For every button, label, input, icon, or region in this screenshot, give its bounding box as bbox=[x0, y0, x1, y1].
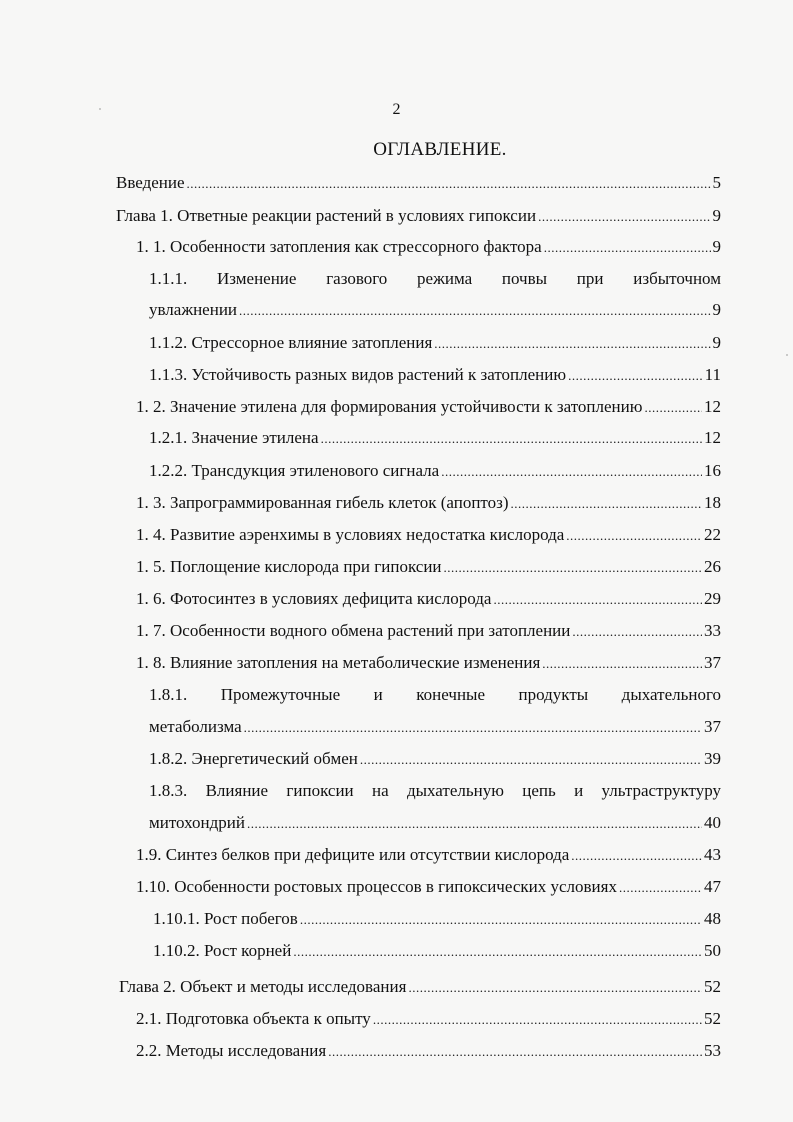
toc-entry-1-2[interactable] bbox=[136, 394, 721, 420]
toc-leader-dots bbox=[542, 651, 702, 677]
toc-leader-dots bbox=[434, 331, 710, 357]
toc-entry-page: 39 bbox=[704, 749, 721, 768]
toc-entry-1-6[interactable] bbox=[136, 586, 721, 612]
toc-entry-label: митохондрий bbox=[149, 813, 245, 832]
toc-leader-dots bbox=[373, 1007, 702, 1033]
toc-entry-page: 29 bbox=[704, 589, 721, 608]
toc-entry-page: 9 bbox=[712, 237, 721, 256]
toc-entry-label: 1.10.2. Рост корней bbox=[153, 941, 292, 960]
page-number: 2 bbox=[392, 101, 401, 118]
toc-entry-2-1[interactable] bbox=[136, 1006, 721, 1032]
toc-entry-label: метаболизма bbox=[149, 717, 242, 736]
toc-entry-1-8-2[interactable] bbox=[149, 746, 721, 772]
toc-leader-dots bbox=[328, 1039, 702, 1065]
toc-entry-label: 1.1.3. Устойчивость разных видов растений к затоплению bbox=[149, 365, 567, 384]
toc-entry-page: 11 bbox=[704, 365, 721, 384]
toc-entry-label: 1. 7. Особенности водного обмена растений при затоплении bbox=[136, 621, 571, 640]
toc-entry-1-9[interactable] bbox=[136, 842, 721, 868]
toc-entry-label: Введение bbox=[116, 173, 185, 192]
toc-entry-1-8[interactable] bbox=[136, 650, 721, 676]
toc-entry-page: 18 bbox=[704, 493, 721, 512]
toc-entry-1-1-1-line-1[interactable] bbox=[149, 266, 721, 292]
toc-leader-dots bbox=[493, 587, 702, 613]
toc-entry-page: 40 bbox=[704, 813, 721, 832]
toc-entry-label: 1.9. Синтез белков при дефиците или отсутствии кислорода bbox=[136, 845, 570, 864]
toc-entry-label: 1.10. Особенности ростовых процессов в гипоксических условиях bbox=[136, 877, 617, 896]
toc-entry-page: 9 bbox=[712, 206, 721, 225]
toc-leader-dots bbox=[568, 363, 703, 389]
toc-entry-page: 50 bbox=[704, 941, 721, 960]
toc-entry-1-1-2[interactable] bbox=[149, 330, 721, 356]
toc-entry-label: 1.1.1. Изменение газового режима почвы при избыточном bbox=[149, 269, 721, 288]
toc-entry-label: 1.8.2. Энергетический обмен bbox=[149, 749, 358, 768]
toc-entry-page: 47 bbox=[704, 877, 721, 896]
toc-entry-1-1[interactable] bbox=[136, 234, 721, 260]
toc-entry-1-10-2[interactable] bbox=[153, 938, 721, 964]
toc-entry-label: 2.2. Методы исследования bbox=[136, 1041, 327, 1060]
scan-speck bbox=[786, 354, 788, 356]
toc-leader-dots bbox=[444, 555, 702, 581]
toc-entry-1-2-2[interactable] bbox=[149, 458, 721, 484]
toc-entry-label: 2.1. Подготовка объекта к опыту bbox=[136, 1009, 371, 1028]
toc-entry-1-3[interactable] bbox=[136, 490, 721, 516]
toc-entry-1-8-3-line-1[interactable] bbox=[149, 778, 721, 804]
toc-leader-dots bbox=[239, 298, 710, 324]
toc-entry-page: 43 bbox=[704, 845, 721, 864]
toc-entry-label: 1.10.1. Рост побегов bbox=[153, 909, 298, 928]
toc-leader-dots bbox=[247, 811, 702, 837]
toc-entry-label: 1.1.2. Стрессорное влияние затопления bbox=[149, 333, 433, 352]
toc-leader-dots bbox=[619, 875, 702, 901]
toc-entry-page: 33 bbox=[704, 621, 721, 640]
toc-entry-page: 5 bbox=[712, 173, 721, 192]
toc-leader-dots bbox=[571, 843, 702, 869]
toc-entry-label: 1.2.1. Значение этилена bbox=[149, 428, 319, 447]
toc-entry-1-5[interactable] bbox=[136, 554, 721, 580]
toc-leader-dots bbox=[300, 907, 702, 933]
scan-speck bbox=[99, 108, 101, 110]
toc-leader-dots bbox=[572, 619, 702, 645]
toc-entry-label: Глава 1. Ответные реакции растений в условиях гипоксии bbox=[116, 206, 537, 225]
toc-entry-label: 1. 1. Особенности затопления как стрессорного фактора bbox=[136, 237, 542, 256]
toc-entry-page: 22 bbox=[704, 525, 721, 544]
toc-entry-label: увлажнении bbox=[149, 300, 238, 319]
toc-leader-dots bbox=[244, 715, 702, 741]
toc-leader-dots bbox=[644, 395, 702, 421]
toc-entry-chapter-2[interactable] bbox=[119, 974, 721, 1000]
toc-entry-page: 16 bbox=[704, 461, 721, 480]
toc-leader-dots bbox=[544, 235, 711, 261]
toc-entry-page: 52 bbox=[704, 1009, 721, 1028]
toc-entry-1-10-1[interactable] bbox=[153, 906, 721, 932]
toc-entry-1-1-3[interactable] bbox=[149, 362, 721, 388]
toc-entry-label: 1. 5. Поглощение кислорода при гипоксии bbox=[136, 557, 442, 576]
toc-leader-dots bbox=[566, 523, 702, 549]
toc-entry-label: 1.2.2. Трансдукция этиленового сигнала bbox=[149, 461, 440, 480]
toc-entry-label: 1.8.3. Влияние гипоксии на дыхательную цепь и ультраструктуру bbox=[149, 781, 721, 800]
toc-entry-label: 1. 3. Запрограммированная гибель клеток (апоптоз) bbox=[136, 493, 509, 512]
toc-entry-label: 1. 6. Фотосинтез в условиях дефицита кислорода bbox=[136, 589, 492, 608]
toc-entry-label: 1.8.1. Промежуточные и конечные продукты дыхательного bbox=[149, 685, 721, 704]
toc-entry-1-1-1-line-2[interactable] bbox=[149, 297, 721, 323]
toc-leader-dots bbox=[321, 426, 702, 452]
toc-entry-page: 52 bbox=[704, 977, 721, 996]
toc-entry-page: 48 bbox=[704, 909, 721, 928]
toc-title: ОГЛАВЛЕНИЕ. bbox=[373, 139, 507, 160]
toc-entry-2-2[interactable] bbox=[136, 1038, 721, 1064]
toc-entry-1-2-1[interactable] bbox=[149, 425, 721, 451]
toc-entry-page: 26 bbox=[704, 557, 721, 576]
toc-entry-1-10[interactable] bbox=[136, 874, 721, 900]
toc-entry-page: 12 bbox=[704, 428, 721, 447]
toc-leader-dots bbox=[293, 939, 702, 965]
toc-leader-dots bbox=[360, 747, 702, 773]
toc-entry-label: Глава 2. Объект и методы исследования bbox=[119, 977, 407, 996]
toc-entry-1-8-1-line-2[interactable] bbox=[149, 714, 721, 740]
toc-entry-label: 1. 8. Влияние затопления на метаболические изменения bbox=[136, 653, 541, 672]
toc-entry-page: 9 bbox=[712, 300, 721, 319]
toc-entry-page: 12 bbox=[704, 397, 721, 416]
toc-entry-1-8-1-line-1[interactable] bbox=[149, 682, 721, 708]
toc-entry-page: 37 bbox=[704, 717, 721, 736]
toc-entry-label: 1. 2. Значение этилена для формирования устойчивости к затоплению bbox=[136, 397, 643, 416]
toc-leader-dots bbox=[538, 204, 710, 230]
toc-entry-1-8-3-line-2[interactable] bbox=[149, 810, 721, 836]
toc-leader-dots bbox=[408, 975, 702, 1001]
toc-entry-page: 53 bbox=[704, 1041, 721, 1060]
toc-entry-label: 1. 4. Развитие аэренхимы в условиях недостатка кислорода bbox=[136, 525, 565, 544]
toc-entry-chapter-1[interactable] bbox=[116, 203, 721, 229]
toc-entry-page: 37 bbox=[704, 653, 721, 672]
toc-leader-dots bbox=[187, 171, 711, 197]
toc-entry-1-7[interactable] bbox=[136, 618, 721, 644]
toc-entry-page: 9 bbox=[712, 333, 721, 352]
toc-leader-dots bbox=[511, 491, 702, 517]
toc-entry-introduction[interactable] bbox=[116, 170, 721, 196]
toc-leader-dots bbox=[441, 459, 702, 485]
toc-entry-1-4[interactable] bbox=[136, 522, 721, 548]
